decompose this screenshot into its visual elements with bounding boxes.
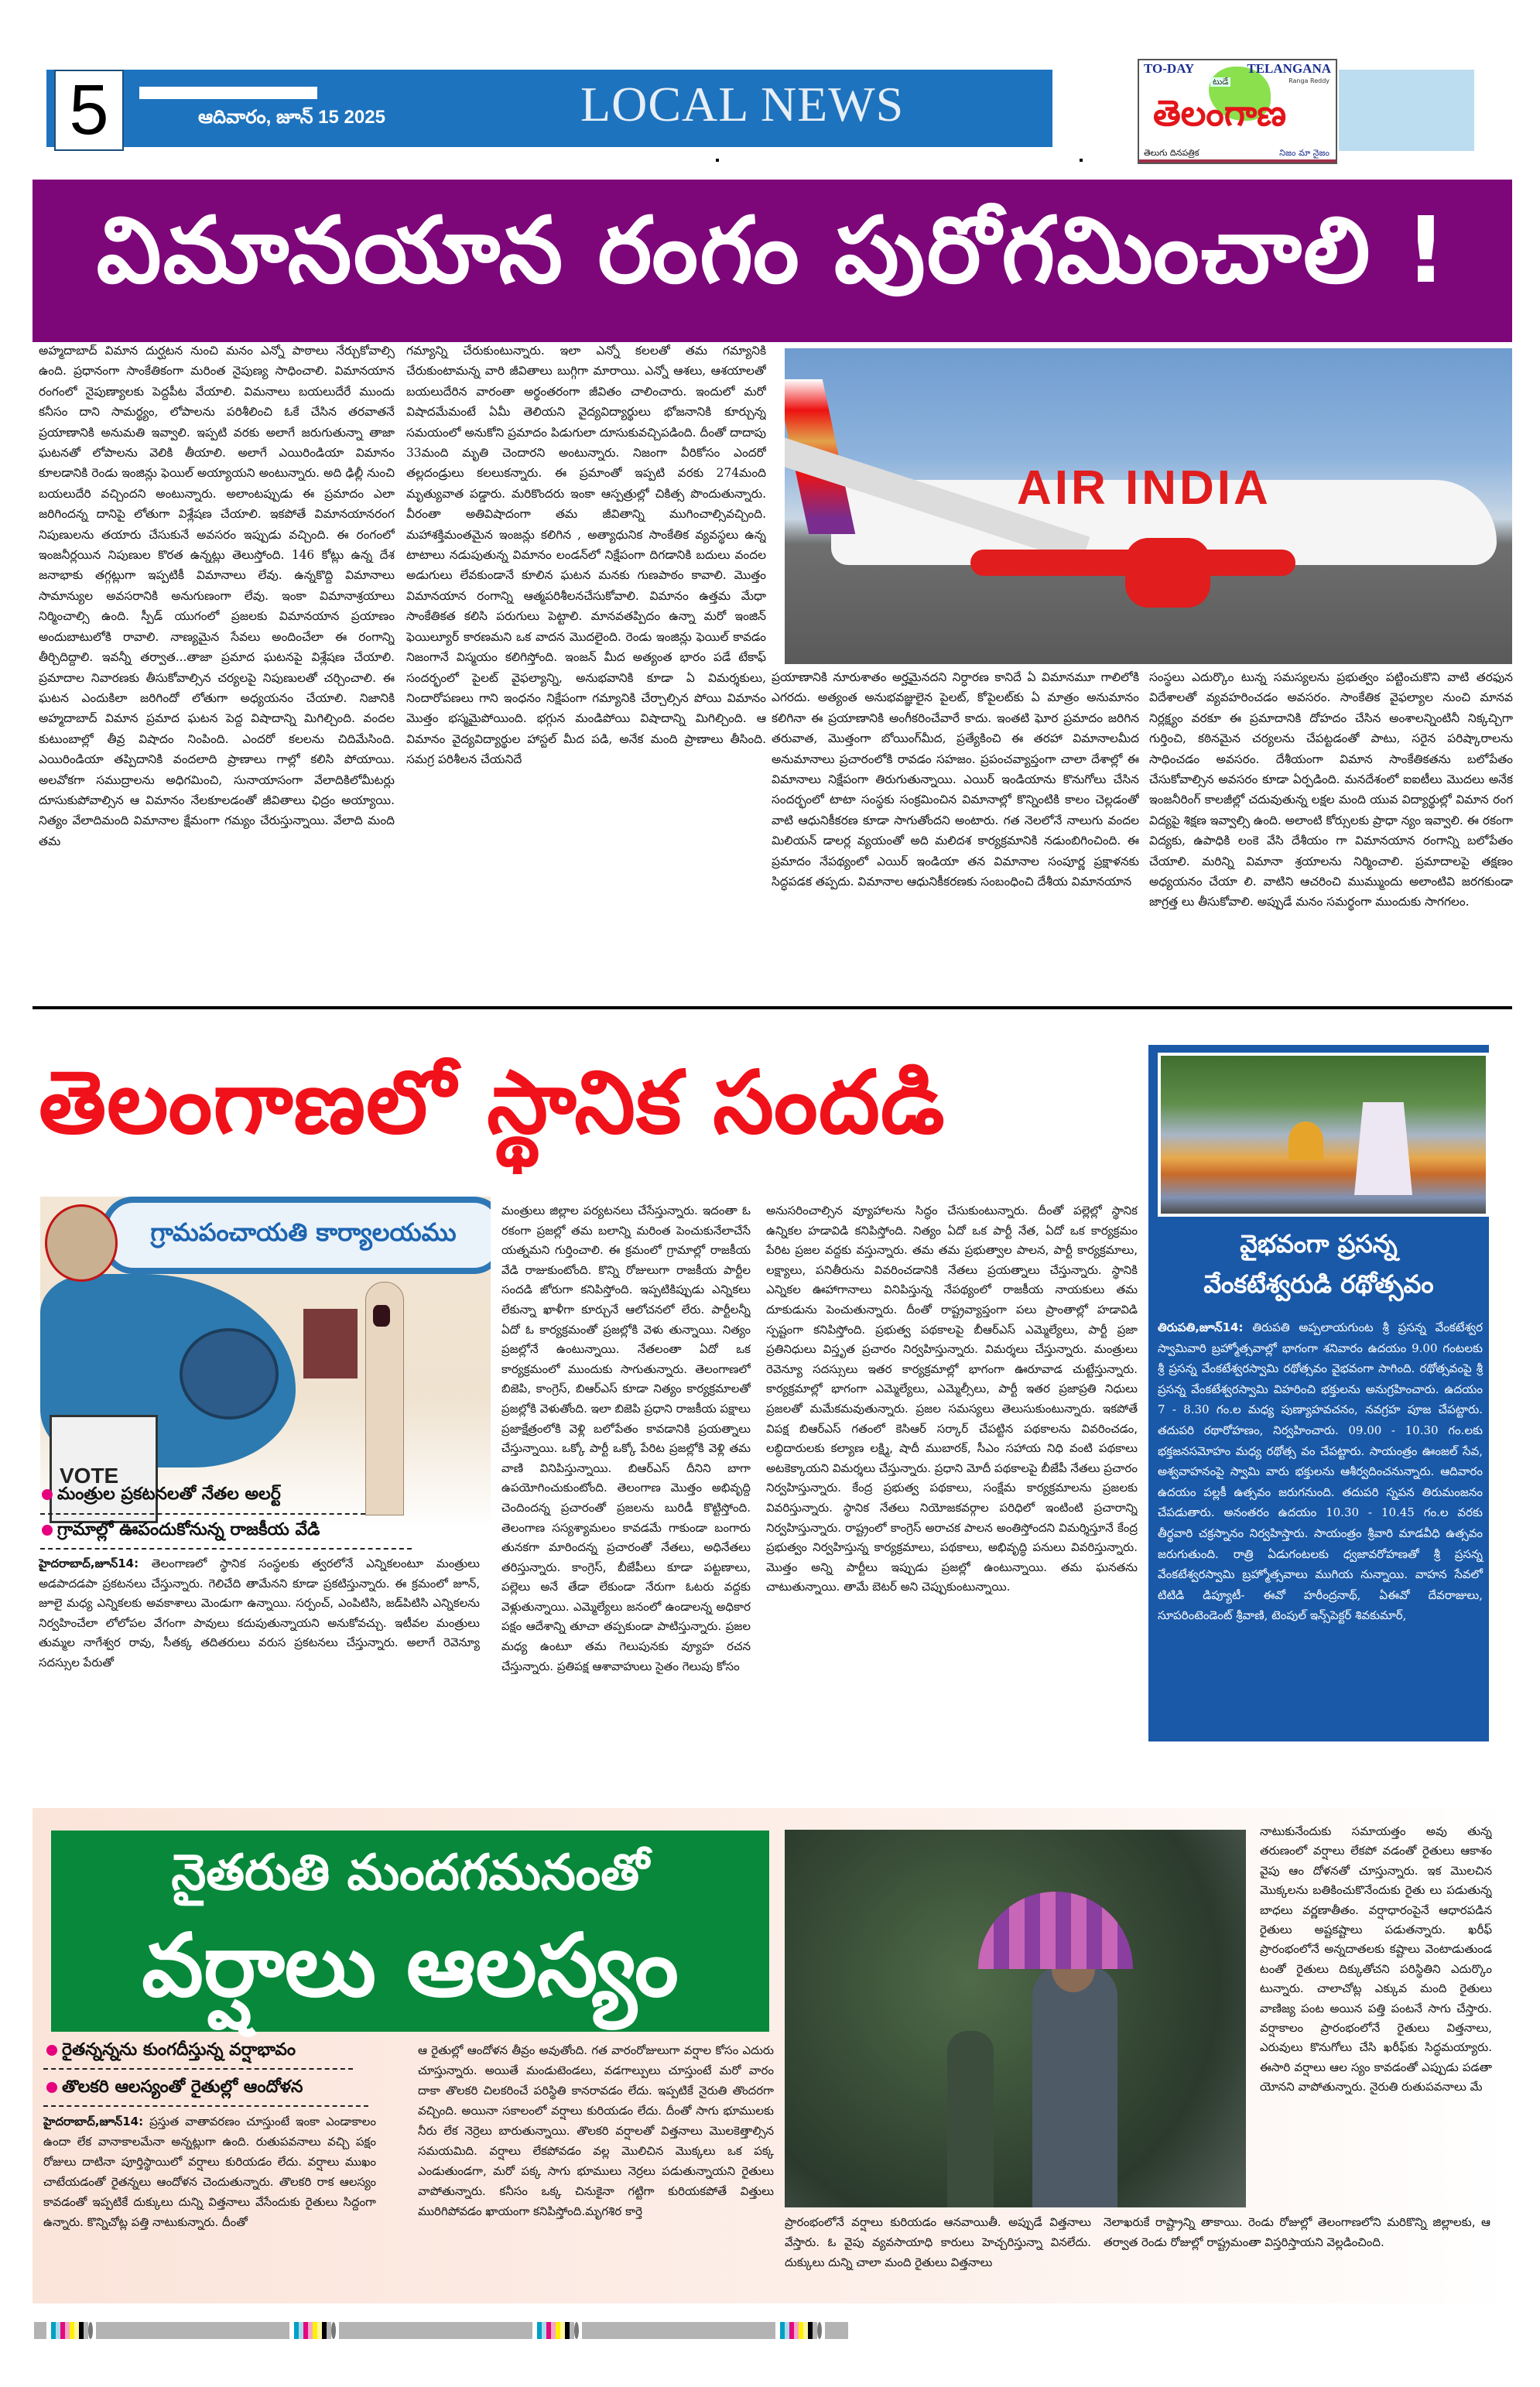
- headline-aviation-text: విమానయాన రంగం పురోగమించాలి !: [96, 196, 1449, 303]
- page-number: 5: [54, 70, 124, 151]
- story4-column-1: హైదరాబాద్,జూన్14: ప్రస్తుత వాతావరణం చూస్తుంటే ఇంకా ఎండాకాలం ఉందా లేక వానాకాలమేనా అన్నట్లుగా ఉంది. రుతుపవనాలు వచ్చి పక్షం రోజులు దాటినా పూర్తిస్థాయిలో వర్షాలు కురియడం లేదు. వర్షాలు ముఖం చాటేయడంతో రైతన్నలు ఆందోళన చెందుతున్నారు. తొలకరి రాక ఆలస్యం కావడంతో ఇప్పటికే దుక్కులు దున్ని విత్తనాలు వేసేందుకు రైతులు సిద్దంగా ఉన్నారు. కొన్నిచోట్ల పత్తి నాటుకున్నారు. దీంతో: [43, 2115, 376, 2229]
- headline-monsoon: [51, 1830, 769, 2032]
- story2-dateline: హైదరాబాద్,జూన్14:: [39, 1557, 139, 1570]
- section-divider: [33, 1006, 1512, 1009]
- dashed-divider: [40, 1548, 412, 1550]
- umbrella: [978, 1892, 1133, 1969]
- story4-bullet-2: తొలకరి ఆలస్యంతో రైతుల్లో ఆందోళన: [46, 2077, 303, 2101]
- issue-date: ఆదివారం, జూన్ 15 2025: [198, 107, 385, 128]
- rain-umbrella-photo: [785, 1830, 1246, 2207]
- ballot-stamp-icon: [180, 1328, 279, 1420]
- story4-column-3: ప్రారంభంలోనే వర్షాలు కురియడం ఆనవాయితీ. అప్పుడే విత్తనాలు వేస్తారు. ఓ వైపు వ్యవసాయాధి కారులు హెచ్చరిస్తున్నా వినలేదు. దుక్కులు దున్ని చాలా మంది రైతులు విత్తనాలు: [785, 2215, 1091, 2269]
- story4-column-4: నాటుకునేందుకు సమాయత్తం అవు తున్న తరుణంలో వర్షాలు లేకపో వడంతో రైతులు ఆకాశం వైపు ఆం దోళనతో చూస్తున్నారు. ఇక మొలచిన మొక్కలను బతికించుకొనేందుకు రైతు లు పడుతున్న బాధలు వర్ణణాతీతం. వర్షాధారంపైనే ఆధారపడిన రైతులు అష్టకష్టాలు పడుతన్నారు. ఖరీఫ్ ప్రారంభంలోనే అన్నదాతలకు కష్టాలు వెంటాడుతుండ టంతో రైతులు దిక్కుతోచని పరిస్థితిని ఎదుర్కొం టున్నారు. చాలాచోట్ల ఎక్కువ మంది రైతులు వాణిజ్య పంట అయిన పత్తి పంటనే సాగు చేస్తారు. వర్షాకాలం ప్రారంభంలోనే రైతులు విత్తనాలు, ఎరువులు కొనుగోలు చేసి ఖరీఫ్‌కు సిద్ధమయ్యారు. ఈసారి వర్షాలు ఆల స్యం కావడంతో ఎప్పుడు పడతా యోనని వాపోతున్నారు. నైరుతి రుతుపవనాలు మే: [1260, 1824, 1492, 2094]
- logo-badge: టుడే: [1210, 77, 1230, 87]
- airline-livery-text: AIR INDIA: [1017, 461, 1271, 515]
- masthead-lightband: [1339, 70, 1474, 151]
- story1-column-1: అహ్మదాబాద్ విమాన దుర్ఘటన నుంచి మనం ఎన్నో పాఠాలు నేర్చుకోవాల్సి ఉంది. ప్రధానంగా సాంకేతికంగా మరింత నైపుణ్య సాధించాలి. విమానయాన రంగంలో నైపుణ్యాలకు పెద్దపీట వేయాలి. విమనాలు బయలుదేరే ముందు కనీసం దాని సామర్థ్యం, లోపాలను పరిశీలించి ఓకే చేసిన తరవాతనే ప్రయాణానికి అనుమతి ఇవ్వాలి. ఇప్పటి వరకు అలాగే జరుగుతున్నా తాజా ఘటనతో లోపాలను వెలికి తీయాలి. అలాగే ఎయిరిండియా విమానం కూలడానికి రెండు ఇంజిన్లు ఫెయిల్ అయ్యాయని అంటున్నారు. అది ఢిల్లీ నుంచి బయలుదేరి వచ్చిందని అంటున్నారు. అలాంటప్పుడు ఈ ప్రమాదం ఎలా జరిగిందన్న దానిపై లోతుగా విశ్లేషణ చేయాలి. ఇకపోతే విమానయానరంగ నిపుణులను తయారు చేసుకునే అవసరం ఇప్పుడు వచ్చింది. ఈ రంగంలో ఇంజనీర్లయిన నిపుణుల కొరత ఉన్నట్లు తెలుస్తోంది. 146 కోట్లు ఉన్న దేశ జనాభాకు తగ్గట్లుగా ఇప్పటికీ విమానాలు లేవు. ఉన్నకొద్ది విమానాలు సామాన్యుల అవసరానికి అనుగుణంగా లేవు. ఇంకా విమానాశ్రయాలు నిర్మించాల్సి ఉంది. స్పీడ్ యుగంలో ప్రజలకు విమానయాన ప్రయాణం అందుబాటులోకి రావాలి. నాణ్యమైన సేవలు అందించేలా ఈ రంగాన్ని తీర్చిదిద్దాలి. ఇవన్నీ తర్వాత...తాజా ప్రమాద ఘటనపై విశ్లేషణ చేయాలి. ప్రమాదాల నివారణకు తీసుకోవాల్సిన చర్యలపై నిపుణులతో చర్చించాలి. ఈ ఘటన ఎందుకిలా జరిగిందో లోతుగా అధ్యయనం చేయాలి. నిజానికి అహ్మదాబాద్ విమాన ప్రమాద ఘటన పెద్ద విషాదాన్ని మిగిల్చింది. వందల కుటుంబాల్లో తీవ్ర విషాదం నింపింది. ఎందరో కలలను చిదిమేసింది. ఎయిరిండియా తప్పిదానికి వందలాది ప్రాణాలు గాల్లో కలిసి పోయాయి. అలవోకగా సముద్రాలను అధిగమించి, సునాయాసంగా వేలాదికిలోమీటర్లు దూసుకుపోవాల్సిన ఆ విమానం నేలకూలడంతో జీవితాలు ఛిద్రం అయ్యాయి. నిత్యం వేలాదిమంది విమానాల క్షేమంగా గమ్యం చేరుస్తున్నాయి. వేలాది మంది తమ: [39, 344, 395, 848]
- headline-monsoon-line2: వర్షాలు ఆలస్యం: [142, 1916, 679, 2016]
- story1-column-4: సంస్థలు ఎదుర్కొం టున్న సమస్యలను ప్రభుత్వం పట్టించుకొని వాటి తరఫున విదేశాలతో వ్యవహరించడం అవసరం. సాంకేతిక వైఫల్యాల నుంచి మానవ నిర్లక్ష్యం వరకూ ఈ ప్రమాదానికి దోహదం చేసిన అంశాలన్నింటినీ నిక్కచ్చిగా గుర్తించి, కఠినమైన చర్యలను చేపట్టడంతో పాటు, సరైన పరిష్కారాలను సాధించడం అవసరం. దేశీయంగా విమాన సాంకేతికతను బలోపేతం చేసుకోవాల్సిన అవసరం కూడా ఏర్పడింది. మనదేశంలో ఐఐటీలు మొదలు అనేక ఇంజనీరింగ్ కాలజీల్లో చదువుతున్న లక్షల మంది యువ విద్యార్థుల్లో విమాన రంగ విద్యపై శిక్షణ ఇవ్వాల్సి ఉంది. అలాంటి కోర్సులకు ప్రాధా న్యం ఇవ్వాలి. ఈ రకంగా విద్యకు, ఉపాధికి లంకె వేసి దేశీయం గా విమానయాన రంగాన్ని బలోపేతం చేయాలి. మరిన్ని విమానా శ్రయాలను నిర్మించాలి. ప్రమాదాలపై తక్షణం అధ్యయనం చేయా లి. వాటిని ఆచరించి ముమ్ముందు అలాంటివి జరగకుండా జాగ్రత్త లు తీసుకోవాలి. అప్పుడే మనం సమర్థంగా ముందుకు సాగగలం.: [1149, 670, 1513, 909]
- story2-bullet-2: గ్రామాల్లో ఊపందుకోనున్న రాజకీయ వేడి: [42, 1520, 320, 1543]
- ink-mark: [373, 1305, 390, 1327]
- bullet-dot-icon: [46, 2082, 57, 2093]
- ballot-box-label: VOTE: [60, 1464, 119, 1488]
- bullet-dot-icon: [42, 1489, 53, 1500]
- logo-tagline-right: నిజం మా నైజం: [1279, 148, 1330, 158]
- section-title: LOCAL NEWS: [580, 77, 905, 132]
- office-window: [303, 1309, 358, 1378]
- story4-bullet-1: రైతన్నన్నను కుంగదీస్తున్న వర్షాభావం: [46, 2040, 296, 2063]
- story1-column-3: ప్రయాణానికి నూరుశాతం అర్హమైనదని నిర్ధారణ కానిదే ఏ విమానమూ గాలిలోకి ఎగరదు. అత్యంత అనుభవజ్ఞులైన పైలట్, కోపైలట్‌కు ఏ మాత్రం అనుమానం కలిగినా ఈ ప్రయాణానికి అంగీకరించేవారే కాదు. ఇంతటి ఘోర ప్రమాదం జరిగిన తరువాత, మొత్తంగా బోయింగ్‌మీద, ప్రత్యేకించి ఈ తరహా విమానాలమీద అనుమానాలు ప్రచారంలోకి రావడం సహజం. ప్రపంచవ్యాప్తంగా చాలా దేశాల్లో ఈ విమానాలు నిక్షేపంగా తిరుగుతున్నాయి. ఎయిర్ ఇండియాను కొనుగోలు చేసిన సందర్భంలో టాటా సంస్థకు సంక్రమించిన విమానాల్లో కొన్నింటికి కాలం చెల్లడంతో వాటి ఆధునికీకరణ కూడా సాగుతోందని అంటారు. గత నెలలోనే నాలుగు వందల మిలియన్ డాలర్ల వ్యయంతో అది మలిదశ కార్యక్రమానికి నడుంబిగించింది. ఈ ప్రమాదం నేపథ్యంలో ఎయిర్ ఇండియా తన విమానాల సంపూర్ణ ప్రక్షాళనకు సిద్ధపడక తప్పదు. విమానాల ఆధునికీకరణకు సంబంధించి దేశీయ విమానయాన: [772, 670, 1139, 889]
- dashed-divider: [40, 1513, 365, 1515]
- print-color-bar: [34, 2322, 1517, 2339]
- headline-local-bustle: తెలంగాణలో స్థానిక సందడి: [39, 1053, 946, 1153]
- register-mark: [716, 159, 719, 162]
- temple-gopuram: [1354, 1102, 1412, 1195]
- story2-column-2: మంత్రులు జిల్లాల పర్యటనలు చేసేస్తున్నారు. ఇదంతా ఓ రకంగా ప్రజల్లో తమ బలాన్ని మరింత పెంచుకునేలాచేసే యత్నమని గుర్తించాలి. ఈ క్రమంలో గ్రామాల్లో రాజకీయ వేడి రాజుకుంటోంది. కొన్ని రోజులుగా రాజకీయ పార్టీల సందడి జోరుగా కనిపిస్తోంది. ఇప్పటికిప్పుడు ఎన్నికలు లేకున్నా ఖాళీగా కూర్చునే ఆలోచనలో లేరు. పార్టీలన్నీ ఏదో ఓ కార్యక్రమంతో ప్రజల్లోకి వెళు తున్నాయి. నిత్యం ప్రజల్లోనే ఉంటున్నాయి. నేతలంతా ఏదో ఒక కార్యక్రమంలో ముందుకు సాగుతున్నారు. తెలంగాణలో బిజెపి, కాంగ్రెస్, బిఆర్‌ఎస్ కూడా నిత్యం కార్యక్రమాలతో ప్రజల్లోకి వెళుతోంది. ఇలా బిజెపి ప్రధాని రాజకీయ పక్షాలు ప్రజాక్షేత్రంలోకి వెళ్లి బలోపేతం కావడానికి ప్రయత్నాలు చేస్తున్నాయి. ఒక్కో పార్టీ ఒక్కో పేరిట ప్రజల్లోకి వెళ్లి తమ వాణి వినిపిస్తున్నాయి. బిఆర్‌ఎస్ దీనిని బాగా ఉపయోగించుకుంటోంది. తెలంగాణ మొత్తం అభివృద్ది చెందిందన్న ప్రచారంతో ప్రజలను బురిడీ కొట్టిస్తోంది. తెలంగాణ సస్యశ్యామలం కావడమే గాకుండా బంగారు తునకగా మారిందన్న ప్రచారంతో నేతలు, అధినేతలు తరిస్తున్నారు. కాంగ్రెస్, బీజేపీలు కూడా పట్టణాలు, పల్లెలు అనే తేడా లేకుండా నేరుగా ఓటరు వద్దకు వెళ్లుతున్నాయి. ఎమ్మెల్యేలు జనంలో ఉండాలన్న అధికార పక్షం ఆదేశాన్ని తూచా తప్పకుండా పాటిస్తున్నారు. ప్రజల మధ్య ఉంటూ తమ గెలుపునకు వ్యూహ రచన చేస్తున్నారు. ప్రతిపక్ష ఆశావాహులు సైతం గెలుపు కోసం: [501, 1204, 751, 1673]
- dashed-divider: [43, 2068, 353, 2070]
- logo-name: తెలంగాణ: [1153, 92, 1287, 134]
- leader-portrait: [45, 1204, 118, 1282]
- logo-bar: [1139, 159, 1336, 163]
- panchayat-election-photo: [40, 1197, 491, 1528]
- logo-tagline-left: తెలుగు దినపత్రిక: [1144, 148, 1199, 158]
- dashed-divider: [43, 2105, 368, 2107]
- temple-headline-2: వేంకటేశ్వరుడి రథోత్సవం: [1203, 1269, 1434, 1299]
- temple-headline-1: వైభవంగా ప్రసన్న: [1240, 1229, 1398, 1259]
- panchayat-sign: గ్రామపంచాయతి కార్యాలయము: [102, 1197, 491, 1274]
- bullet-dot-icon: [46, 2045, 57, 2056]
- plane-engine: [1125, 538, 1210, 608]
- bullet-dot-icon: [42, 1525, 53, 1536]
- headline-aviation: [33, 180, 1512, 342]
- person-walking: [947, 2031, 994, 2207]
- story2-column-1: హైదరాబాద్,జూన్14: తెలంగాణలో స్థానిక సంస్థలకు త్వరలోనే ఎన్నికలంటూ మంత్రులు అడపాదడపా ప్రకటనలు చేస్తున్నారు. గెలిచేది తామేనని కూడా ప్రకటిస్తున్నారు. ఈ క్రమంలో జూన్, జూలై మధ్య ఎన్నికలకు అవకాశాలు మెండుగా ఉన్నాయి. సర్పంచ్, ఎంపిటిసి, జడ్‌పిటిసి ఎన్నికలను నిర్వహించేలా లోలోపల వేగంగా పావులు కదుపుతున్నాయని అనుకోవచ్చు. ఇటీవల మంత్రులు తుమ్మల నాగేశ్వర రావు, సీతక్క తదితరులు వరుస ప్రకటనలు చేస్తున్నారు. అలాగే రెవెన్యూ సదస్సుల పేరుతో: [39, 1557, 480, 1670]
- logo-today: TO-DAY: [1144, 61, 1195, 76]
- temple-dome: [1288, 1122, 1323, 1160]
- air-india-photo: [785, 348, 1512, 664]
- story4-column-5: నెలాఖరుకే రాష్ట్రాన్ని తాకాయి. రెండు రోజుల్లో తెలంగాణలోని మరికొన్ని జిల్లాలకు, ఆ తర్వాత రెండు రోజుల్లో రాష్ట్రమంతా విస్తరిస్తాయని వెల్లడించింది.: [1104, 2215, 1490, 2249]
- story2-column-3: అనుసరించాల్సిన వ్యూహాలను సిద్ధం చేసుకుంటున్నారు. దీంతో పల్లెల్లో స్థానిక ఉన్నికల హడావిడి కనిపిస్తోంది. నిత్యం ఏదో ఒక పార్టీ నేత, ఏదో ఒక కార్యక్రమం పేరిట ప్రజల వద్దకు వస్తున్నారు. తమ తమ ప్రభుత్వాల పాలన, పార్టీ కార్యక్రమాలు, లక్ష్యాలు, పనితీరును వివరించడానికి నేతలు ప్రయత్నాలు చేస్తున్నారు. స్థానికి ఎన్నికల ఊహాగానాలు వినిపిస్తున్న నేపథ్యంలో రాజకీయ నాయకులు తమ దూకుడును పెంచుతున్నారు. దీంతో రాష్ట్రవ్యాప్తంగా పలు ప్రాంతాల్లో హడావిడి స్పష్టంగా కనిపిస్తోంది. ప్రభుత్వ పథకాలపై బీఆర్‌ఎస్ ఎమ్మెల్యేలు, పార్టీ ప్రజా ప్రతినిధులు విస్తృత ప్రచారం నిర్వహిస్తున్నారు. విమర్శలు చేస్తున్నారు. మంత్రులు రెవెన్యూ సదస్సులు ఇతర కార్యక్రమాల్లో భాగంగా ఊరూవాడ చుట్టేస్తున్నారు. కార్యక్రమాల్లో భాగంగా ఎమ్మెల్యేలు, ఎమ్మెల్సీలు, పార్టీ ఇతర ప్రజాప్రతి నిధులు ప్రజలతో మమేకమవుతున్నారు. ప్రజల సమస్యలు తెలుసుకుంటున్నారు. ఇకపోతే విపక్ష బిఆర్‌ఎస్ గతంలో కెసిఆర్ సర్కార్ చేపట్టిన పథకాలను వివరించడం, లబ్ధిదారులకు కల్యాణ లక్ష్మి, షాదీ ముబారక్, సీఎం సహాయ నిధి వంటి పథకాలు అటకెక్కాయని విమర్శలు చేస్తున్నారు. ప్రధాని మోదీ పథకాలపై బీజేపీ నేతలు ప్రచారం నిర్వహిస్తున్నారు. కేంద్ర ప్రభుత్వ పథకాలు, సంక్షేమ కార్యక్రమాలను ప్రజలకు వివరిస్తున్నారు. స్థానిక నేతలు నియోజకవర్గాల పరిధిలో ఇంటింటి ప్రచారాన్ని నిర్వహిస్తున్నారు. రాష్ట్రంలో కాంగ్రెస్ అరాచక పాలన అంతిస్తోందని విమర్శిస్తూనే కేంద్ర ప్రభుత్వం నిర్వహిస్తున్న కార్యక్రమాలు, పథకాలు, అభివృద్ధి పనులు వివరిస్తున్నారు. మొత్తం అన్ని పార్టీలు ఇప్పుడు ప్రజల్లో ఉంటున్నాయి. తమ ఘనతను చాటుతున్నాయి. తామే బెటర్ అని చెప్పుకుంటున్నాయి.: [766, 1204, 1138, 1594]
- newspaper-logo: [1138, 59, 1337, 164]
- temple-story-body: తిరుపతి,జూన్14: తిరుపతి అప్పలాయగుంట శ్రీ ప్రసన్న వేంకటేశ్వర స్వామివారి బ్రహ్మోత్సవాల్లో భాగంగా శనివారం ఉదయం 9.00 గంటలకు శ్రీ ప్రసన్న వేంకటేశ్వరస్వామి రథోత్సవం వైభవంగా సాగింది. రథోత్సవంపై శ్రీ ప్రసన్న వేంకటేశ్వరస్వామి విహరించి భక్తులను అనుగ్రహించారు. ఉదయం 7 - 8.30 గం.ల మధ్య పుణ్యాహవచనం, నవగ్రహ పూజ చేపట్టారు. తదుపరి రథారోహణం, నిర్వహించారు. 09.00 - 10.30 గం.లకు భక్తజనసమోహం మధ్య రథోత్స వం చేపట్టారు. సాయంత్రం ఊంజల్ సేవ, అశ్వవాహనంపై స్వామి వారు భక్తులను ఆశీర్వదించనున్నారు. ఆదివారం ఉదయం పల్లకీ ఉత్సవం జరుగనుంది. తదుపరి స్నపన తిరుమంజనం చేపడుతారు. అనంతరం ఉదయం 10.30 - 10.45 గం.ల వరకు తీర్థవారి చక్రస్నానం నిర్వహిస్తారు. సాయంత్రం శ్రీవారి మాడవీధి ఉత్సవం జరుగుతుంది. రాత్రి ఏడుగంటలకు ధ్వజావరోహణతో శ్రీ ప్రసన్న వేంకటేశ్వరస్వామి బ్రహ్మోత్సవాలు ముగియ నున్నాయి. వాహన సేవలో టిటిడి డిప్యూటీ- ఈవో హరీంద్రనాథ్, ఏఈవో దేవరాజులు, సూపరింటెండెంట్ శ్రీవాణి, టెంపుల్ ఇన్స్‌పెక్టర్ శివకుమార్,: [1158, 1320, 1483, 1623]
- story4-column-2: ఆ రైతుల్లో ఆందోళన తీవ్రం అవుతోంది. గత వారంరోజులుగా వర్షాల కోసం ఎదురు చూస్తున్నారు. అయితే మండుటెండలు, వడగాల్పులు చూస్తుంటే మరో వారం దాకా తొలకరి చిలకరించే పరిస్థితి కానరావడం లేదు. ఇప్పటికే నైరుతి తొందరగా వచ్చింది. అయినా సకాలంలో వర్షాలు కురియడం లేదు. దీంతో సాగు భూములకు నీరు లేక నెర్రెలు బారుతున్నాయి. తొలకరి వర్షాలతో విత్తనాలు మొలకెత్తాల్సిన సమయమిది. వర్షాలు లేకపోవడం వల్ల మొలిచిన మొక్కలు ఒక పక్క ఎండుతుండగా, మరో పక్క సాగు భూములు నెర్రలు పడుతున్నాయని రైతులు వాపోతున్నారు. కనీసం ఒక్క చినుకైనా గట్టిగా కురియకపోతే విత్తులు మురిగిపోవడం ఖాయంగా కనిపిస్తోంది.మృగశిర కార్తె: [418, 2043, 774, 2218]
- register-mark: [1080, 159, 1083, 162]
- logo-telangana: TELANGANA: [1247, 61, 1331, 76]
- person-with-umbrella: [1032, 1965, 1117, 2207]
- story1-column-2: గమ్యాన్ని చేరుకుంటున్నారు. ఇలా ఎన్నో కలలతో తమ గమ్యానికి చేరుకుంటామన్న వారి జీవితాలు బుగ్గిగా మారాయి. ఎన్నో ఆశలు, ఆశయాలతో బయలుదేరిన వారంతా అర్థంతరంగా జీవితం చాలించారు. ఇందులో మరో విషాదమేమంటే ఏమీ తెలియని వైద్యవిద్యార్థులు భోజనానికి కూర్చున్న సమయంలో అనుకోని ప్రమాదం పిడుగులా దూసుకువచ్చిపడింది. దీంతో దాదాపు 33మంది మృతి చెందారని అంటున్నారు. నిజంగా వీరికోసం ఎందరో తల్లదండ్రులు కలలుకన్నారు. ఈ ప్రమాంతో ఇప్పటి వరకు 274మంది మృత్యువాత పడ్డారు. మరికొందరు ఇంకా ఆస్పత్రుల్లో చికిత్స పొందుతున్నారు. వీరంతా అతివిషాదంగా తమ జీవితాన్ని ముగించాల్సివచ్చింది. మహాశక్తిమంతమైన ఇంజన్లు కలిగిన , అత్యాధునిక సాంకేతిక వ్యవస్థలు ఉన్న టాటాలు నడుపుతున్న విమానం లండన్‌లో నిక్షేపంగా దిగడానికి బదులు వందల అడుగులు లేవకుండానే కూలిన ఘటన మనకు గుణపాఠం కావాలి. మొత్తం విమానయాన రంగాన్ని ఆత్మపరిశీలనచేసుకోవాలి. విమానం ఉత్తమ మేధా సాంకేతికత కలిసి పరుగులు పెట్టాలి. మానవతప్పిదం ఉన్నా మరో ఇంజిన్ ఫెయిల్యూర్ కారణమని ఒక వాదన మొదలైంది. రెండు ఇంజిన్లు ఫెయిల్ కావడం నిజంగానే విస్మయం కలిగిస్తోంది. ఇంజన్ మీద అత్యంత భారం పడే టేకాఫ్ సందర్భంలో పైలట్ వైఫల్యాన్ని, అనుభవానికి కూడా ఏ విమర్శకులు, నిందారోపణలు గాని ఇంధనం నిక్షేపంగా గమ్యానికి చేర్చాల్సిన పోయి విమానం మొత్తం భస్మమైపోయింది. భగ్గున మండిపోయి విషాదాన్ని మిగిల్చింది. ఆ విమానం వైద్యవిద్యార్థుల హాస్టల్ మీద పడి, అనేక మంది ప్రాణాలు తీసింది. సమగ్ర పరిశీలన చేయనిదే: [406, 344, 766, 767]
- tirupati-temple-photo: [1158, 1053, 1489, 1217]
- logo-sub: Ranga Reddy: [1288, 77, 1330, 84]
- story2-bullet-1: మంత్రుల ప్రకటనలతో నేతల అలర్ట్: [42, 1485, 281, 1508]
- temple-story-box: [1148, 1045, 1489, 1741]
- date-underline: [139, 87, 317, 99]
- temple-dateline: తిరుపతి,జూన్14:: [1158, 1320, 1244, 1334]
- story4-dateline: హైదరాబాద్,జూన్14:: [43, 2115, 144, 2128]
- headline-monsoon-line1: నైతరుతి మందగమనంతో: [171, 1844, 649, 1902]
